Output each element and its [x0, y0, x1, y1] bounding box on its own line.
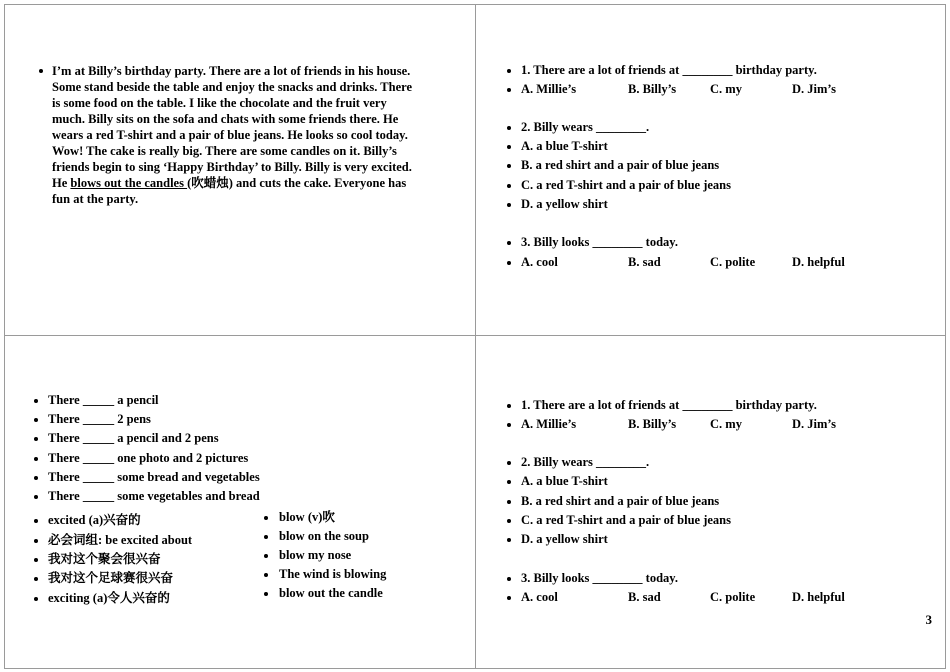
option: A. a blue T-shirt	[521, 474, 608, 488]
bullet	[264, 516, 268, 520]
bullet	[34, 519, 38, 523]
option: C. polite	[710, 590, 756, 604]
option: A. cool	[521, 590, 558, 604]
option: B. Billy’s	[628, 417, 677, 431]
option: C. a red T-shirt and a pair of blue jeans	[521, 178, 731, 192]
vocab-item: 必会词组: be excited about	[48, 533, 193, 547]
passage-line: is some food on the table. I like the chocolate and the fruit very	[52, 96, 387, 110]
bullet	[507, 461, 511, 465]
bullet	[507, 261, 511, 265]
passage-line: I’m at Billy’s birthday party. There are a lot of friends in his house.	[52, 64, 411, 78]
bullet	[507, 164, 511, 168]
option: B. Billy’s	[628, 82, 677, 96]
bullet	[264, 554, 268, 558]
bullet	[34, 539, 38, 543]
grammar-item: There _____ some vegetables and bread	[48, 489, 260, 503]
option: A. a blue T-shirt	[521, 139, 608, 153]
bullet	[507, 203, 511, 207]
bullet	[507, 500, 511, 504]
bullet	[507, 538, 511, 542]
vocab-item: blow my nose	[279, 548, 352, 562]
vocab-item: The wind is blowing	[279, 567, 387, 581]
grammar-item: There _____ a pencil and 2 pens	[48, 431, 219, 445]
option: B. sad	[628, 255, 661, 269]
passage-line: much. Billy sits on the sofa and chats with some friends there. He	[52, 112, 399, 126]
bullet	[34, 418, 38, 422]
grammar-item: There _____ one photo and 2 pictures	[48, 451, 249, 465]
grammar-item: There _____ some bread and vegetables	[48, 470, 260, 484]
bullet	[264, 573, 268, 577]
grammar-item: There _____ a pencil	[48, 393, 159, 407]
option: D. a yellow shirt	[521, 197, 608, 211]
bullet	[34, 457, 38, 461]
bullet	[507, 577, 511, 581]
bullet	[507, 423, 511, 427]
option: C. polite	[710, 255, 756, 269]
grammar-item: There _____ 2 pens	[48, 412, 151, 426]
option: D. Jim’s	[792, 417, 836, 431]
option: D. helpful	[792, 590, 845, 604]
bullet	[264, 592, 268, 596]
passage-line: Some stand beside the table and enjoy the snacks and drinks. There	[52, 80, 413, 94]
option: C. my	[710, 417, 742, 431]
option: A. cool	[521, 255, 558, 269]
underlined-phrase: blows out the candles	[70, 176, 188, 190]
option: C. a red T-shirt and a pair of blue jeans	[521, 513, 731, 527]
bullet	[507, 88, 511, 92]
option: B. a red shirt and a pair of blue jeans	[521, 494, 720, 508]
option: D. Jim’s	[792, 82, 836, 96]
bullet	[507, 480, 511, 484]
bullet	[507, 69, 511, 73]
option: D. helpful	[792, 255, 845, 269]
bullet	[507, 184, 511, 188]
bullet	[34, 577, 38, 581]
question-3: 3. Billy looks ________ today.	[521, 235, 678, 249]
option: C. my	[710, 82, 742, 96]
bullet	[507, 596, 511, 600]
option: D. a yellow shirt	[521, 532, 608, 546]
horizontal-divider	[4, 335, 946, 336]
vocab-item: excited (a)兴奋的	[48, 513, 141, 527]
bullet	[507, 126, 511, 130]
bullet	[34, 437, 38, 441]
passage-line	[52, 175, 452, 191]
question-1: 1. There are a lot of friends at ________ birthday party.	[521, 63, 817, 77]
page-number: 3	[925, 612, 932, 627]
passage-text: He	[52, 176, 71, 190]
bullet	[264, 535, 268, 539]
passage-line: Wow! The cake is really big. There are some candles on it. Billy’s	[52, 144, 397, 158]
vocab-item: blow out the candle	[279, 586, 383, 600]
bullet	[34, 476, 38, 480]
passage-line: fun at the party.	[52, 192, 139, 206]
vocab-item: exciting (a)令人兴奋的	[48, 591, 170, 605]
option: A. Millie’s	[521, 82, 577, 96]
bullet	[507, 519, 511, 523]
vocab-item: 我对这个足球赛很兴奋	[48, 571, 174, 585]
vocab-item: blow (v)吹	[279, 510, 335, 524]
vocab-item: 我对这个聚会很兴奋	[48, 552, 161, 566]
reading-passage	[52, 63, 452, 207]
passage-text: (吹蜡烛) and cuts the cake. Everyone has	[187, 176, 407, 190]
bullet	[34, 399, 38, 403]
option: B. a red shirt and a pair of blue jeans	[521, 158, 720, 172]
vertical-divider	[475, 4, 476, 669]
passage-line: wears a red T-shirt and a pair of blue jeans. He looks so cool today.	[52, 128, 408, 142]
question-2: 2. Billy wears ________.	[521, 120, 650, 134]
bullet	[507, 241, 511, 245]
bullet	[34, 495, 38, 499]
bullet	[507, 145, 511, 149]
question-3: 3. Billy looks ________ today.	[521, 571, 678, 585]
option: B. sad	[628, 590, 661, 604]
question-2: 2. Billy wears ________.	[521, 455, 650, 469]
vocab-item: blow on the soup	[279, 529, 369, 543]
bullet	[34, 558, 38, 562]
question-1: 1. There are a lot of friends at ________ birthday party.	[521, 398, 817, 412]
option: A. Millie’s	[521, 417, 577, 431]
passage-line: friends begin to sing ‘Happy Birthday’ to Billy. Billy is very excited.	[52, 160, 412, 174]
bullet	[34, 597, 38, 601]
bullet	[507, 404, 511, 408]
passage-bullet	[39, 69, 43, 73]
